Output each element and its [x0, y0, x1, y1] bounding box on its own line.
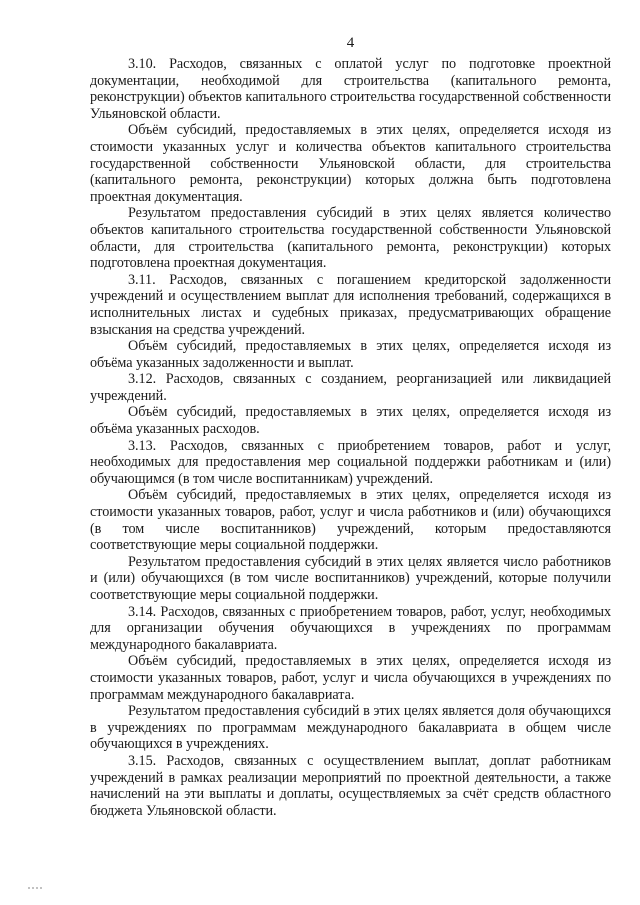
- paragraph-3-13-result: Результатом предоставления субсидий в этих целях является число работников и (или) обучающихся (в том числе воспитанников) учреждений, которые получили соответствующие меры социальной поддержки.: [90, 553, 611, 603]
- paragraph-3-10-volume: Объём субсидий, предоставляемых в этих целях, определяется исходя из стоимости указанных услуг и количества объектов капитального строительства государственной собственности Ульяновской области, для строительства (капитального ремонта, реконструкции) которых должна быть подготовлена проектная документация.: [90, 122, 611, 205]
- paragraph-3-10-result: Результатом предоставления субсидий в этих целях является количество объектов капитального строительства государственной собственности Ульяновской области, для строительства (капитального ремонта, реконструкции) которых подготовлена проектная документация.: [90, 205, 611, 272]
- paragraph-3-14-volume: Объём субсидий, предоставляемых в этих целях, определяется исходя из стоимости указанных товаров, работ, услуг и числа обучающихся в учреждениях по программам международного бакалавриата.: [90, 653, 611, 703]
- paragraph-3-14: 3.14. Расходов, связанных с приобретением товаров, работ, услуг, необходимых для организации обучения обучающихся в учреждениях по программам международного бакалавриата.: [90, 603, 611, 653]
- paragraph-3-12-volume: Объём субсидий, предоставляемых в этих целях, определяется исходя из объёма указанных расходов.: [90, 404, 611, 438]
- paragraph-3-11: 3.11. Расходов, связанных с погашением кредиторской задолженности учреждений и осуществлением выплат для исполнения требований, содержащихся в исполнительных листах и судебных приказах, предусматривающих обращение взыскания на средства учреждений.: [90, 271, 611, 338]
- paragraph-3-13: 3.13. Расходов, связанных с приобретением товаров, работ и услуг, необходимых для предоставления мер социальной поддержки работникам и (или) обучающимся (в том числе воспитанникам) учреждений.: [90, 437, 611, 487]
- paragraph-3-12: 3.12. Расходов, связанных с созданием, реорганизацией или ликвидацией учреждений.: [90, 371, 611, 404]
- scan-artifact: [28, 887, 42, 889]
- page-number: 4: [346, 35, 355, 51]
- paragraph-3-11-volume: Объём субсидий, предоставляемых в этих целях, определяется исходя из объёма указанных задолженности и выплат.: [90, 338, 611, 371]
- document-page: [90, 0, 611, 819]
- paragraph-3-13-volume: Объём субсидий, предоставляемых в этих целях, определяется исходя из стоимости указанных товаров, работ, услуг и числа работников и (или) обучающихся (в том числе воспитанников) учреждений, которым предоставляются соответствующие меры социальной поддержки.: [90, 487, 611, 554]
- paragraph-3-15: 3.15. Расходов, связанных с осуществлением выплат, доплат работникам учреждений в рамках реализации мероприятий по проектной деятельности, а также начислений на эти выплаты и доплаты, осуществляемых за счёт средств областного бюджета Ульяновской области.: [90, 752, 611, 819]
- paragraph-3-14-result: Результатом предоставления субсидий в этих целях является доля обучающихся в учреждениях по программам международного бакалавриата в общем числе обучающихся в учреждениях.: [90, 703, 611, 753]
- paragraph-3-10: 3.10. Расходов, связанных с оплатой услуг по подготовке проектной документации, необходимой для строительства (капитального ремонта, реконструкции) объектов капитального строительства государственной собственности Ульяновской области.: [90, 56, 611, 122]
